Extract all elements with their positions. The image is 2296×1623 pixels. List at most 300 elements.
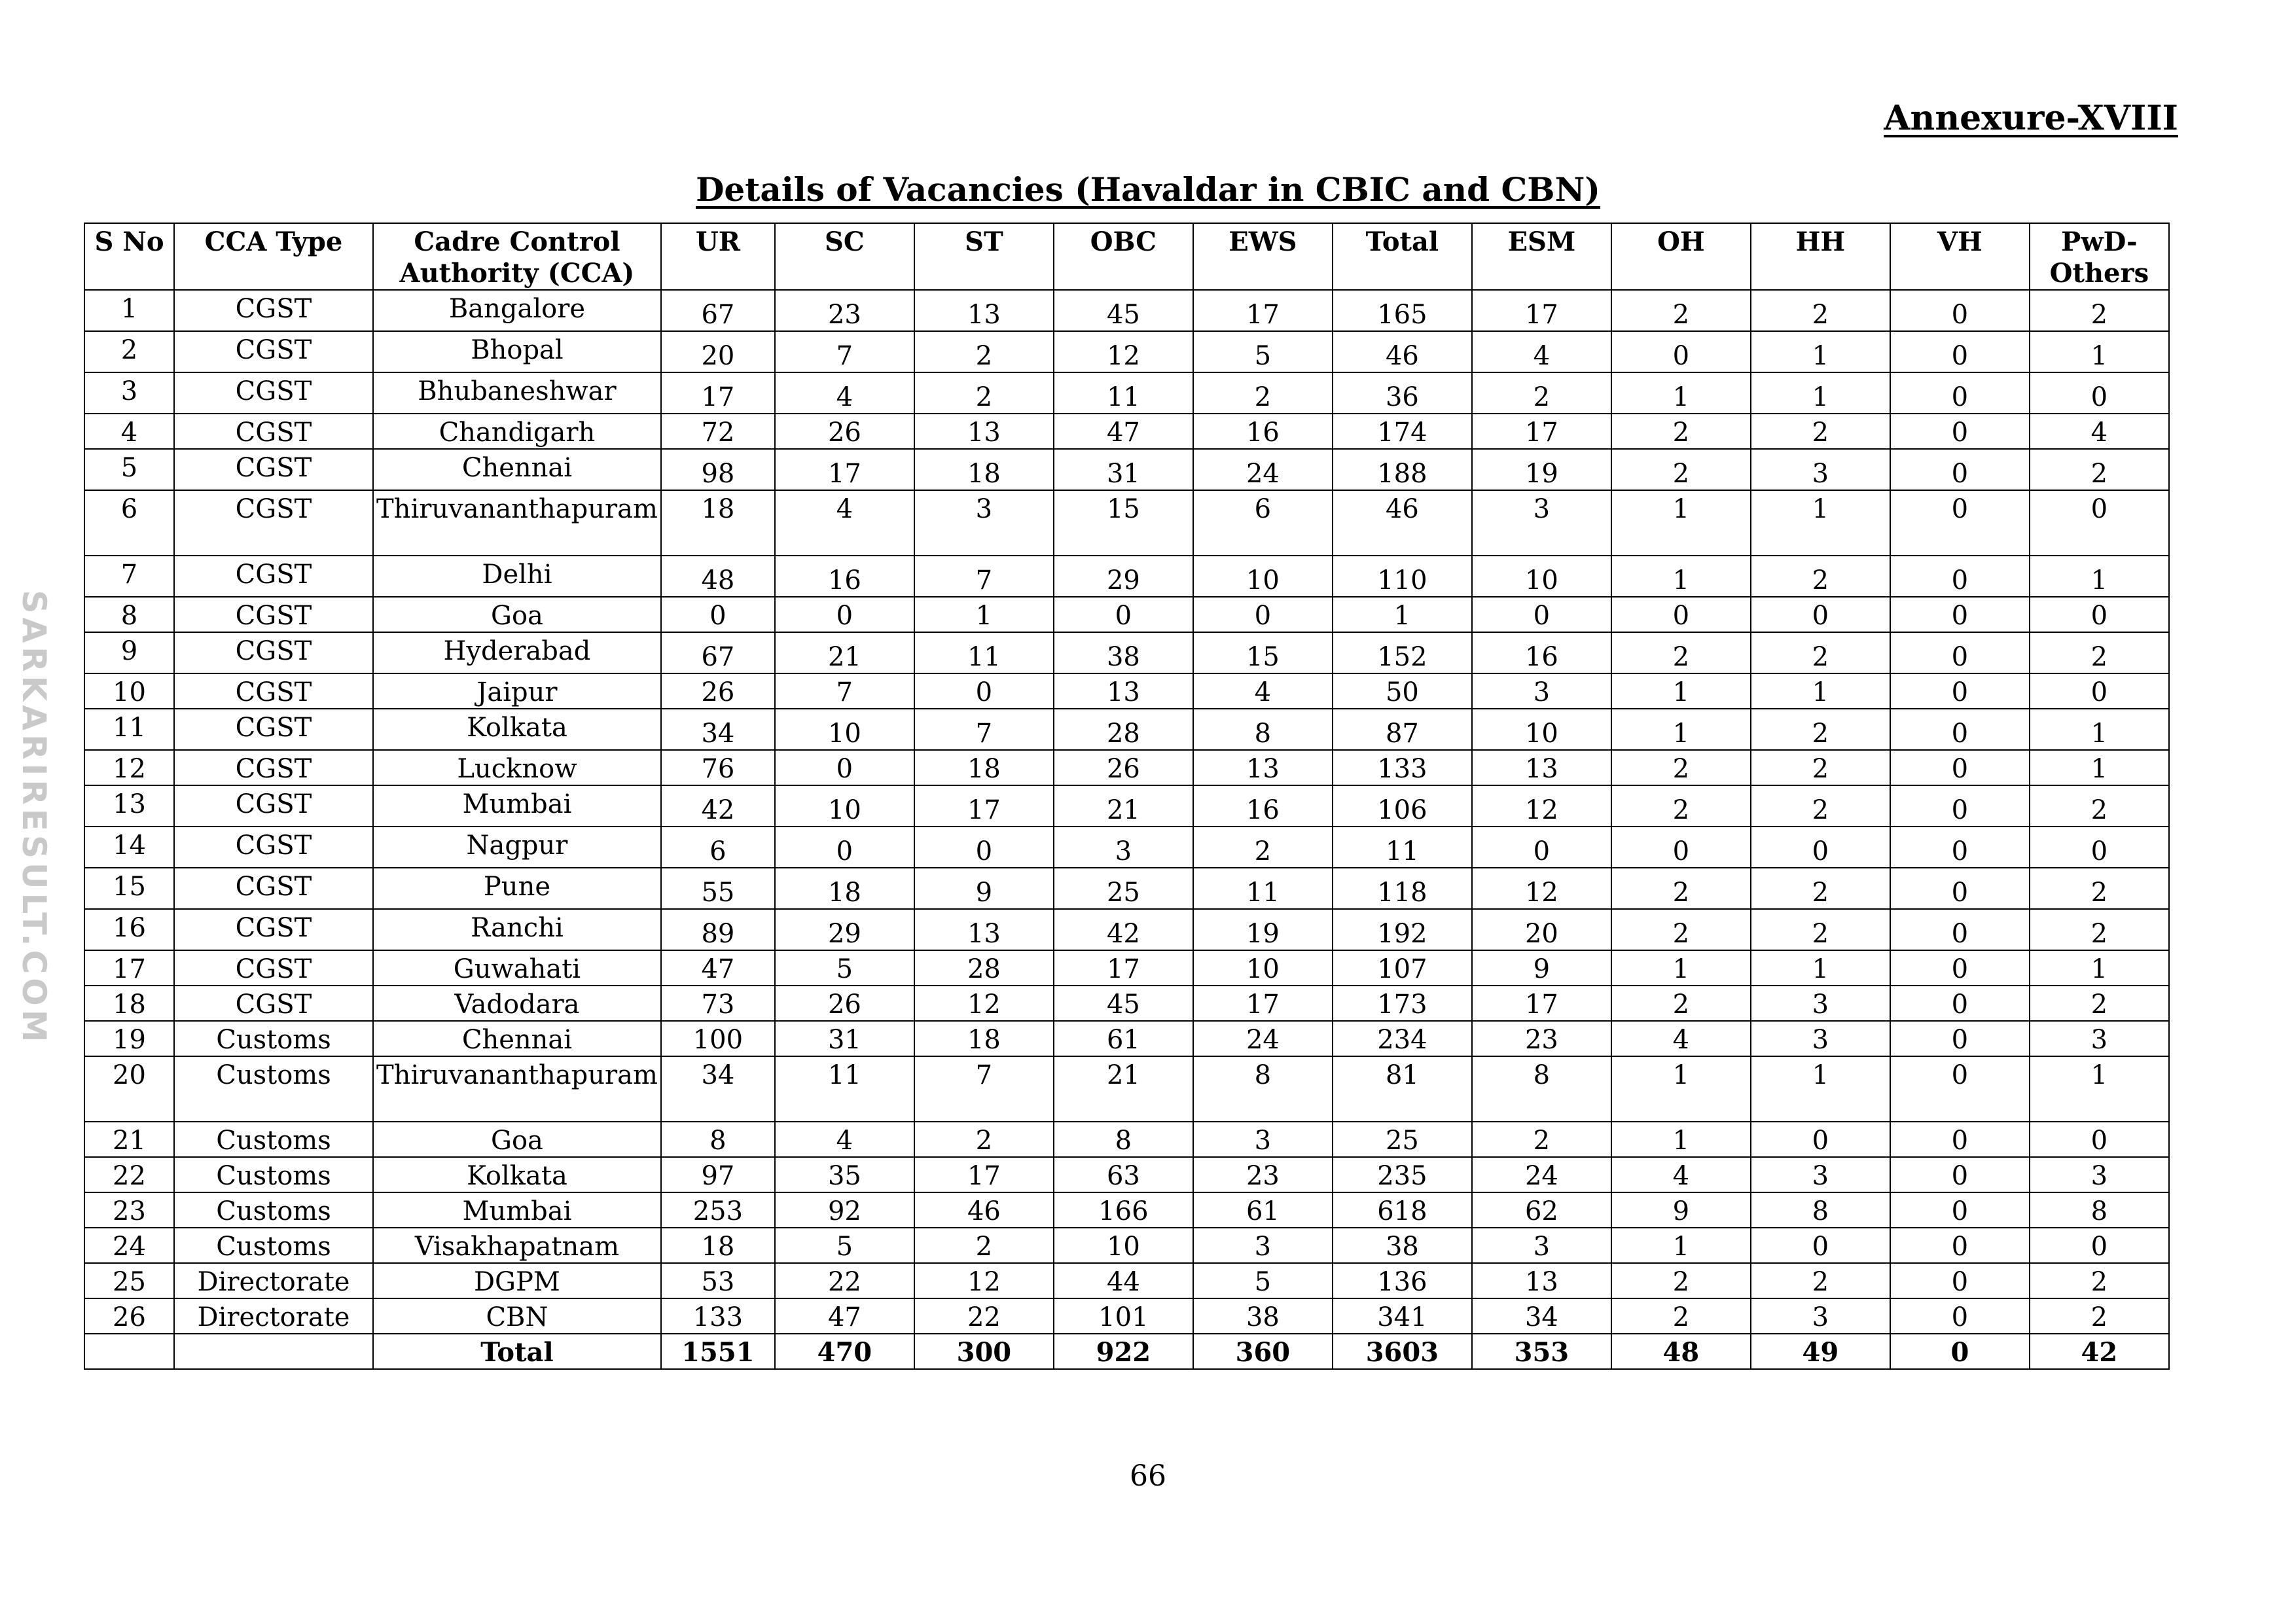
value-cell: 1 bbox=[1751, 1056, 1890, 1122]
value-cell: 89 bbox=[661, 909, 775, 950]
cca-cell: CBN bbox=[373, 1298, 661, 1334]
value-cell: 10 bbox=[775, 785, 914, 827]
value-cell: 1 bbox=[1751, 673, 1890, 709]
cca-cell: Jaipur bbox=[373, 673, 661, 709]
value-cell: 7 bbox=[775, 331, 914, 372]
value-cell: 3 bbox=[2030, 1021, 2169, 1056]
value-cell: 2 bbox=[1611, 1298, 1751, 1334]
value-cell: 47 bbox=[1054, 414, 1193, 449]
value-cell: 2 bbox=[2030, 449, 2169, 490]
cca-type-cell: CGST bbox=[174, 414, 373, 449]
value-cell: 0 bbox=[1890, 785, 2030, 827]
value-cell: 0 bbox=[1890, 1228, 2030, 1263]
value-cell: 2 bbox=[1472, 372, 1611, 414]
cca-type-cell: CGST bbox=[174, 785, 373, 827]
value-cell: 13 bbox=[1472, 1263, 1611, 1298]
value-cell: 4 bbox=[1193, 673, 1333, 709]
table-row bbox=[84, 950, 2169, 986]
serial-cell: 4 bbox=[84, 414, 174, 449]
value-cell: 6 bbox=[661, 827, 775, 868]
value-cell: 97 bbox=[661, 1157, 775, 1192]
total-cell: 0 bbox=[1890, 1334, 2030, 1369]
cca-cell: Delhi bbox=[373, 556, 661, 597]
value-cell: 13 bbox=[1193, 750, 1333, 785]
serial-cell: 2 bbox=[84, 331, 174, 372]
value-cell: 31 bbox=[775, 1021, 914, 1056]
value-cell: 0 bbox=[2030, 673, 2169, 709]
header-cell: Total bbox=[1333, 223, 1472, 290]
header-cell: EWS bbox=[1193, 223, 1333, 290]
value-cell: 0 bbox=[1611, 331, 1751, 372]
value-cell: 23 bbox=[775, 290, 914, 331]
value-cell: 16 bbox=[775, 556, 914, 597]
value-cell: 0 bbox=[1890, 449, 2030, 490]
value-cell: 12 bbox=[1472, 868, 1611, 909]
cca-type-cell: CGST bbox=[174, 950, 373, 986]
value-cell: 21 bbox=[775, 632, 914, 673]
value-cell: 24 bbox=[1193, 449, 1333, 490]
value-cell: 2 bbox=[2030, 785, 2169, 827]
value-cell: 0 bbox=[775, 597, 914, 632]
cca-cell: Nagpur bbox=[373, 827, 661, 868]
value-cell: 0 bbox=[2030, 1122, 2169, 1157]
table-row bbox=[84, 1122, 2169, 1157]
value-cell: 44 bbox=[1054, 1263, 1193, 1298]
value-cell: 61 bbox=[1193, 1192, 1333, 1228]
cca-cell: Ranchi bbox=[373, 909, 661, 950]
value-cell: 17 bbox=[775, 449, 914, 490]
value-cell: 18 bbox=[661, 1228, 775, 1263]
value-cell: 3 bbox=[1472, 490, 1611, 556]
value-cell: 0 bbox=[1611, 597, 1751, 632]
value-cell: 92 bbox=[775, 1192, 914, 1228]
table-row bbox=[84, 597, 2169, 632]
total-cell: 1551 bbox=[661, 1334, 775, 1369]
cca-cell: Hyderabad bbox=[373, 632, 661, 673]
value-cell: 0 bbox=[775, 827, 914, 868]
value-cell: 0 bbox=[1890, 414, 2030, 449]
value-cell: 0 bbox=[1890, 597, 2030, 632]
cca-cell: Bhubaneshwar bbox=[373, 372, 661, 414]
watermark: SARKARIRESULT.COM bbox=[15, 590, 53, 1046]
value-cell: 165 bbox=[1333, 290, 1472, 331]
value-cell: 110 bbox=[1333, 556, 1472, 597]
value-cell: 235 bbox=[1333, 1157, 1472, 1192]
value-cell: 8 bbox=[1472, 1056, 1611, 1122]
cca-cell: Mumbai bbox=[373, 1192, 661, 1228]
value-cell: 2 bbox=[1751, 290, 1890, 331]
value-cell: 118 bbox=[1333, 868, 1472, 909]
annexure-label: Annexure-XVIII bbox=[1884, 98, 2178, 138]
page-title: Details of Vacancies (Havaldar in CBIC and CBN) bbox=[696, 170, 1600, 209]
header-cell: Cadre Control Authority (CCA) bbox=[373, 223, 661, 290]
value-cell: 12 bbox=[1472, 785, 1611, 827]
value-cell: 2 bbox=[1751, 709, 1890, 750]
cca-type-cell: CGST bbox=[174, 986, 373, 1021]
value-cell: 0 bbox=[661, 597, 775, 632]
serial-cell: 7 bbox=[84, 556, 174, 597]
cca-type-cell: Directorate bbox=[174, 1298, 373, 1334]
header-cell: CCA Type bbox=[174, 223, 373, 290]
value-cell: 42 bbox=[1054, 909, 1193, 950]
value-cell: 0 bbox=[1890, 709, 2030, 750]
value-cell: 0 bbox=[1890, 556, 2030, 597]
value-cell: 0 bbox=[1890, 331, 2030, 372]
cca-cell: Bangalore bbox=[373, 290, 661, 331]
cca-cell: Thiruvananthapuram bbox=[373, 490, 661, 556]
value-cell: 192 bbox=[1333, 909, 1472, 950]
value-cell: 0 bbox=[1890, 1122, 2030, 1157]
value-cell: 2 bbox=[1611, 986, 1751, 1021]
value-cell: 7 bbox=[914, 556, 1054, 597]
value-cell: 34 bbox=[661, 709, 775, 750]
table-row bbox=[84, 750, 2169, 785]
cca-cell: Visakhapatnam bbox=[373, 1228, 661, 1263]
value-cell: 29 bbox=[1054, 556, 1193, 597]
value-cell: 4 bbox=[1472, 331, 1611, 372]
value-cell: 53 bbox=[661, 1263, 775, 1298]
value-cell: 0 bbox=[1472, 827, 1611, 868]
serial-cell: 15 bbox=[84, 868, 174, 909]
header-cell: HH bbox=[1751, 223, 1890, 290]
value-cell: 5 bbox=[775, 950, 914, 986]
value-cell: 50 bbox=[1333, 673, 1472, 709]
cca-cell: Chennai bbox=[373, 1021, 661, 1056]
value-cell: 34 bbox=[1472, 1298, 1611, 1334]
header-cell: S No bbox=[84, 223, 174, 290]
table-row bbox=[84, 827, 2169, 868]
value-cell: 3 bbox=[1751, 449, 1890, 490]
cca-type-cell: Customs bbox=[174, 1157, 373, 1192]
serial-cell: 1 bbox=[84, 290, 174, 331]
cca-cell: Pune bbox=[373, 868, 661, 909]
value-cell: 0 bbox=[1054, 597, 1193, 632]
value-cell: 4 bbox=[775, 1122, 914, 1157]
serial-cell: 11 bbox=[84, 709, 174, 750]
value-cell: 9 bbox=[1611, 1192, 1751, 1228]
value-cell: 16 bbox=[1193, 414, 1333, 449]
value-cell: 253 bbox=[661, 1192, 775, 1228]
value-cell: 10 bbox=[1193, 950, 1333, 986]
value-cell: 1 bbox=[1611, 1056, 1751, 1122]
value-cell: 0 bbox=[1890, 490, 2030, 556]
value-cell: 3 bbox=[1751, 1021, 1890, 1056]
value-cell: 2 bbox=[1751, 909, 1890, 950]
table-row bbox=[84, 372, 2169, 414]
value-cell: 0 bbox=[1890, 868, 2030, 909]
value-cell: 0 bbox=[1890, 673, 2030, 709]
value-cell: 2 bbox=[2030, 632, 2169, 673]
value-cell: 133 bbox=[661, 1298, 775, 1334]
value-cell: 4 bbox=[2030, 414, 2169, 449]
value-cell: 0 bbox=[1890, 290, 2030, 331]
table-row bbox=[84, 909, 2169, 950]
header-cell: OBC bbox=[1054, 223, 1193, 290]
table-row bbox=[84, 986, 2169, 1021]
cca-type-cell: CGST bbox=[174, 909, 373, 950]
cca-type-cell: CGST bbox=[174, 673, 373, 709]
cca-cell: Lucknow bbox=[373, 750, 661, 785]
serial-cell: 10 bbox=[84, 673, 174, 709]
value-cell: 0 bbox=[1751, 1228, 1890, 1263]
value-cell: 17 bbox=[914, 1157, 1054, 1192]
value-cell: 35 bbox=[775, 1157, 914, 1192]
cca-cell: Vadodara bbox=[373, 986, 661, 1021]
value-cell: 0 bbox=[2030, 827, 2169, 868]
total-cell: 49 bbox=[1751, 1334, 1890, 1369]
value-cell: 10 bbox=[1193, 556, 1333, 597]
value-cell: 45 bbox=[1054, 986, 1193, 1021]
cca-cell: Thiruvananthapuram bbox=[373, 1056, 661, 1122]
value-cell: 1 bbox=[1333, 597, 1472, 632]
cca-cell: Kolkata bbox=[373, 709, 661, 750]
value-cell: 7 bbox=[914, 709, 1054, 750]
value-cell: 72 bbox=[661, 414, 775, 449]
serial-cell: 26 bbox=[84, 1298, 174, 1334]
table-row bbox=[84, 490, 2169, 556]
value-cell: 11 bbox=[775, 1056, 914, 1122]
value-cell: 136 bbox=[1333, 1263, 1472, 1298]
value-cell: 3 bbox=[1472, 1228, 1611, 1263]
value-cell: 87 bbox=[1333, 709, 1472, 750]
header-cell: VH bbox=[1890, 223, 2030, 290]
value-cell: 5 bbox=[1193, 331, 1333, 372]
value-cell: 67 bbox=[661, 632, 775, 673]
table-row bbox=[84, 1298, 2169, 1334]
total-cell: 3603 bbox=[1333, 1334, 1472, 1369]
value-cell: 0 bbox=[1751, 597, 1890, 632]
value-cell: 0 bbox=[914, 673, 1054, 709]
value-cell: 0 bbox=[1890, 1157, 2030, 1192]
value-cell: 20 bbox=[661, 331, 775, 372]
total-cell: 360 bbox=[1193, 1334, 1333, 1369]
cca-type-cell: CGST bbox=[174, 331, 373, 372]
value-cell: 1 bbox=[1611, 1228, 1751, 1263]
value-cell: 38 bbox=[1054, 632, 1193, 673]
value-cell: 341 bbox=[1333, 1298, 1472, 1334]
value-cell: 2 bbox=[2030, 1263, 2169, 1298]
value-cell: 5 bbox=[1193, 1263, 1333, 1298]
table-row bbox=[84, 785, 2169, 827]
cca-type-cell: CGST bbox=[174, 490, 373, 556]
value-cell: 11 bbox=[914, 632, 1054, 673]
value-cell: 46 bbox=[1333, 490, 1472, 556]
value-cell: 12 bbox=[1054, 331, 1193, 372]
value-cell: 0 bbox=[775, 750, 914, 785]
value-cell: 38 bbox=[1333, 1228, 1472, 1263]
value-cell: 4 bbox=[775, 372, 914, 414]
value-cell: 17 bbox=[1472, 414, 1611, 449]
value-cell: 17 bbox=[661, 372, 775, 414]
total-cell bbox=[84, 1334, 174, 1369]
value-cell: 7 bbox=[775, 673, 914, 709]
cca-type-cell: Customs bbox=[174, 1021, 373, 1056]
cca-cell: Goa bbox=[373, 597, 661, 632]
value-cell: 8 bbox=[661, 1122, 775, 1157]
value-cell: 5 bbox=[775, 1228, 914, 1263]
value-cell: 10 bbox=[775, 709, 914, 750]
value-cell: 2 bbox=[1611, 868, 1751, 909]
value-cell: 19 bbox=[1193, 909, 1333, 950]
value-cell: 2 bbox=[2030, 909, 2169, 950]
value-cell: 63 bbox=[1054, 1157, 1193, 1192]
value-cell: 98 bbox=[661, 449, 775, 490]
value-cell: 9 bbox=[1472, 950, 1611, 986]
serial-cell: 23 bbox=[84, 1192, 174, 1228]
value-cell: 10 bbox=[1472, 556, 1611, 597]
value-cell: 18 bbox=[775, 868, 914, 909]
value-cell: 3 bbox=[1193, 1228, 1333, 1263]
value-cell: 48 bbox=[661, 556, 775, 597]
total-row bbox=[84, 1334, 2169, 1369]
value-cell: 34 bbox=[661, 1056, 775, 1122]
serial-cell: 21 bbox=[84, 1122, 174, 1157]
value-cell: 1 bbox=[1751, 490, 1890, 556]
value-cell: 3 bbox=[1054, 827, 1193, 868]
value-cell: 4 bbox=[1611, 1021, 1751, 1056]
value-cell: 11 bbox=[1333, 827, 1472, 868]
value-cell: 1 bbox=[1611, 673, 1751, 709]
value-cell: 3 bbox=[1751, 1157, 1890, 1192]
table-row bbox=[84, 709, 2169, 750]
value-cell: 24 bbox=[1472, 1157, 1611, 1192]
serial-cell: 18 bbox=[84, 986, 174, 1021]
value-cell: 31 bbox=[1054, 449, 1193, 490]
table-row bbox=[84, 331, 2169, 372]
value-cell: 28 bbox=[1054, 709, 1193, 750]
cca-cell: Guwahati bbox=[373, 950, 661, 986]
value-cell: 18 bbox=[914, 449, 1054, 490]
cca-cell: Chandigarh bbox=[373, 414, 661, 449]
value-cell: 0 bbox=[2030, 372, 2169, 414]
value-cell: 13 bbox=[1472, 750, 1611, 785]
serial-cell: 17 bbox=[84, 950, 174, 986]
value-cell: 1 bbox=[2030, 709, 2169, 750]
value-cell: 133 bbox=[1333, 750, 1472, 785]
value-cell: 0 bbox=[1890, 1192, 2030, 1228]
serial-cell: 9 bbox=[84, 632, 174, 673]
value-cell: 4 bbox=[775, 490, 914, 556]
value-cell: 173 bbox=[1333, 986, 1472, 1021]
value-cell: 25 bbox=[1054, 868, 1193, 909]
value-cell: 0 bbox=[1472, 597, 1611, 632]
table-row bbox=[84, 414, 2169, 449]
value-cell: 2 bbox=[1611, 1263, 1751, 1298]
cca-cell: Mumbai bbox=[373, 785, 661, 827]
value-cell: 29 bbox=[775, 909, 914, 950]
value-cell: 2 bbox=[1611, 632, 1751, 673]
value-cell: 13 bbox=[914, 414, 1054, 449]
total-cell: 353 bbox=[1472, 1334, 1611, 1369]
header-cell: ST bbox=[914, 223, 1054, 290]
table-row bbox=[84, 1228, 2169, 1263]
total-cell: 42 bbox=[2030, 1334, 2169, 1369]
value-cell: 15 bbox=[1054, 490, 1193, 556]
value-cell: 2 bbox=[1611, 449, 1751, 490]
value-cell: 17 bbox=[1193, 290, 1333, 331]
header-cell: ESM bbox=[1472, 223, 1611, 290]
value-cell: 17 bbox=[1054, 950, 1193, 986]
cca-type-cell: CGST bbox=[174, 290, 373, 331]
value-cell: 1 bbox=[1751, 331, 1890, 372]
value-cell: 45 bbox=[1054, 290, 1193, 331]
value-cell: 10 bbox=[1054, 1228, 1193, 1263]
value-cell: 2 bbox=[2030, 868, 2169, 909]
value-cell: 2 bbox=[2030, 986, 2169, 1021]
value-cell: 7 bbox=[914, 1056, 1054, 1122]
value-cell: 2 bbox=[1611, 414, 1751, 449]
value-cell: 2 bbox=[2030, 290, 2169, 331]
value-cell: 12 bbox=[914, 1263, 1054, 1298]
value-cell: 106 bbox=[1333, 785, 1472, 827]
value-cell: 8 bbox=[1193, 709, 1333, 750]
header-cell: PwD-Others bbox=[2030, 223, 2169, 290]
value-cell: 67 bbox=[661, 290, 775, 331]
value-cell: 188 bbox=[1333, 449, 1472, 490]
value-cell: 2 bbox=[1472, 1122, 1611, 1157]
value-cell: 61 bbox=[1054, 1021, 1193, 1056]
serial-cell: 22 bbox=[84, 1157, 174, 1192]
table-row bbox=[84, 290, 2169, 331]
value-cell: 12 bbox=[914, 986, 1054, 1021]
serial-cell: 8 bbox=[84, 597, 174, 632]
value-cell: 3 bbox=[1751, 986, 1890, 1021]
serial-cell: 20 bbox=[84, 1056, 174, 1122]
value-cell: 17 bbox=[1472, 290, 1611, 331]
value-cell: 2 bbox=[1611, 909, 1751, 950]
value-cell: 19 bbox=[1472, 449, 1611, 490]
serial-cell: 12 bbox=[84, 750, 174, 785]
value-cell: 62 bbox=[1472, 1192, 1611, 1228]
value-cell: 2 bbox=[1751, 632, 1890, 673]
table-row bbox=[84, 1056, 2169, 1122]
serial-cell: 6 bbox=[84, 490, 174, 556]
value-cell: 26 bbox=[661, 673, 775, 709]
value-cell: 0 bbox=[914, 827, 1054, 868]
value-cell: 17 bbox=[1472, 986, 1611, 1021]
value-cell: 2 bbox=[914, 331, 1054, 372]
cca-cell: Kolkata bbox=[373, 1157, 661, 1192]
value-cell: 2 bbox=[1751, 750, 1890, 785]
value-cell: 16 bbox=[1193, 785, 1333, 827]
value-cell: 18 bbox=[661, 490, 775, 556]
value-cell: 8 bbox=[1751, 1192, 1890, 1228]
value-cell: 24 bbox=[1193, 1021, 1333, 1056]
value-cell: 0 bbox=[1890, 1298, 2030, 1334]
serial-cell: 5 bbox=[84, 449, 174, 490]
value-cell: 1 bbox=[1611, 950, 1751, 986]
cca-type-cell: CGST bbox=[174, 827, 373, 868]
header-cell: OH bbox=[1611, 223, 1751, 290]
value-cell: 13 bbox=[914, 909, 1054, 950]
value-cell: 0 bbox=[1890, 986, 2030, 1021]
value-cell: 0 bbox=[1890, 950, 2030, 986]
serial-cell: 19 bbox=[84, 1021, 174, 1056]
table-row bbox=[84, 1021, 2169, 1056]
value-cell: 0 bbox=[1890, 1021, 2030, 1056]
value-cell: 2 bbox=[914, 372, 1054, 414]
value-cell: 23 bbox=[1472, 1021, 1611, 1056]
value-cell: 17 bbox=[1193, 986, 1333, 1021]
value-cell: 16 bbox=[1472, 632, 1611, 673]
total-cell: 300 bbox=[914, 1334, 1054, 1369]
serial-cell: 24 bbox=[84, 1228, 174, 1263]
value-cell: 13 bbox=[914, 290, 1054, 331]
value-cell: 101 bbox=[1054, 1298, 1193, 1334]
value-cell: 3 bbox=[2030, 1157, 2169, 1192]
value-cell: 2 bbox=[914, 1228, 1054, 1263]
value-cell: 0 bbox=[1611, 827, 1751, 868]
